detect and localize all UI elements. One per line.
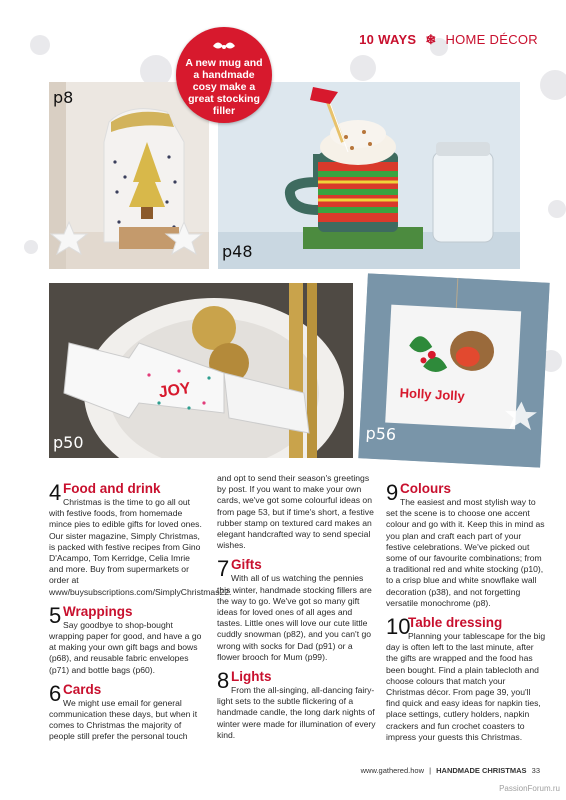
photo-card	[358, 273, 549, 467]
section-title: Food and drink	[63, 481, 161, 496]
cracker-illustration	[49, 283, 353, 458]
text-column-2	[217, 473, 377, 747]
section-colours	[386, 481, 546, 609]
page-number: 33	[531, 766, 540, 775]
section-number: 9	[386, 480, 399, 505]
section-body: Say goodbye to shop-bought wrapping paper for good, and have a go at making your own gift bags and bows (p68), and reusable fabric envelopes (p71) and bottle bags (p60).	[49, 619, 202, 675]
section-number: 10	[386, 614, 411, 640]
page-footer	[361, 766, 540, 775]
card-text: Holly Jolly	[399, 385, 466, 404]
section-body: With all of us watching the pennies this winter, handmade stocking fillers are the way to go. We've got so many gift ideas for loved ones of all ages and tastes. Little ones will love our cute little cuddly snowman (p82), and you can't go wrong with socks for Dad (p91) or a flower brooch for Mum (p99).	[217, 573, 372, 662]
section-title: Gifts	[231, 557, 262, 573]
callout-badge	[176, 27, 272, 123]
decor-dot	[540, 70, 566, 100]
header-section: HOME DÉCOR	[445, 32, 538, 47]
text-column-1	[49, 480, 232, 749]
section-title: Cards	[63, 681, 102, 697]
text-column-3	[386, 481, 546, 749]
section-wrappings	[49, 604, 205, 676]
page-ref-label: p48	[222, 242, 253, 261]
section-body: The easiest and most stylish way to set the scene is to choose one accent colour and go with it. Keep this in mind as you plan and craft each part of your festive celebrations. We've picked out some of our favourite combinations; from a traditional red and white stocking (p10), to a crisp blue and white snowflake wall decoration (p38), and not forgetting versatile monochrome (p8).	[386, 497, 545, 608]
decor-dot	[350, 55, 376, 81]
decor-dot	[24, 240, 38, 254]
footer-url: www.gathered.how	[360, 766, 424, 775]
section-gifts	[217, 557, 377, 663]
section-header	[359, 32, 538, 48]
section-body: From the all-singing, all-dancing fairy-light sets to the subtle flickering of a handmade candle, the long dark nights of winter were made for illumination of every kind.	[217, 685, 376, 740]
decor-dot	[30, 35, 50, 55]
section-body: Planning your tablescape for the big day is often left to the last minute, after the gifts are wrapped and the food has been bought. Find a plain tablecloth and choose colours that match your Christmas décor. From page 39, you'll find quick and easy ideas for napkin ties, place settings, cutlery holders, napkin crackers and fun crochet coasters to impress your guests this Christmas.	[386, 631, 546, 742]
footer-divider: |	[429, 766, 432, 775]
section-number: 5	[49, 602, 62, 628]
section-title: Colours	[400, 481, 452, 496]
section-number: 6	[49, 680, 62, 706]
section-body-part2: and opt to send their season's greetings by post. If you want to make your own cards, we've got some colourful ideas on from page 53, but if time's short, a festive rubber stamp on textured card makes an elegant handcrafted way to send special wishes.	[217, 473, 374, 551]
cracker-text: JOY	[157, 380, 192, 402]
section-number: 8	[217, 668, 230, 694]
section-lights	[217, 669, 377, 741]
section-number: 7	[217, 556, 230, 582]
section-title: Table dressing	[408, 615, 503, 631]
section-body: Christmas is the time to go all out with festive foods, from homemade mince pies to edible gifts for loved ones. Our sister magazine, Simply Christmas, is packed with festive recipes from Gino D'Acampo, Tom Kerridge, Celia Imrie and more. Buy from supermarkets or order at www/buysubscriptions.com/SimplyChristmas22.	[49, 497, 232, 597]
page-ref-label: p8	[53, 88, 74, 107]
header-ways: 10 WAYS	[359, 32, 417, 47]
section-cards	[49, 682, 205, 743]
decor-dot	[548, 200, 566, 218]
badge-text: A new mug and a handmade cosy make a great stocking filler	[185, 57, 263, 117]
section-title: Lights	[231, 669, 272, 685]
section-table-dressing	[386, 615, 546, 743]
footer-magazine: HANDMADE CHRISTMAS	[436, 766, 527, 775]
photo-cracker	[49, 283, 353, 458]
section-body-part1: We might use email for general communication these days, but when it comes to Christmas the majority of people still prefer the personal touch	[49, 697, 198, 742]
section-cards-continued	[217, 473, 377, 551]
watermark: PassionForum.ru	[499, 784, 560, 793]
holly-icon	[211, 39, 237, 53]
section-number: 4	[49, 480, 62, 505]
snowflake-icon: ❄	[425, 32, 437, 47]
section-food	[49, 480, 232, 598]
page-ref-label: p56	[365, 423, 397, 445]
section-title: Wrappings	[63, 603, 133, 619]
page-ref-label: p50	[53, 433, 84, 452]
